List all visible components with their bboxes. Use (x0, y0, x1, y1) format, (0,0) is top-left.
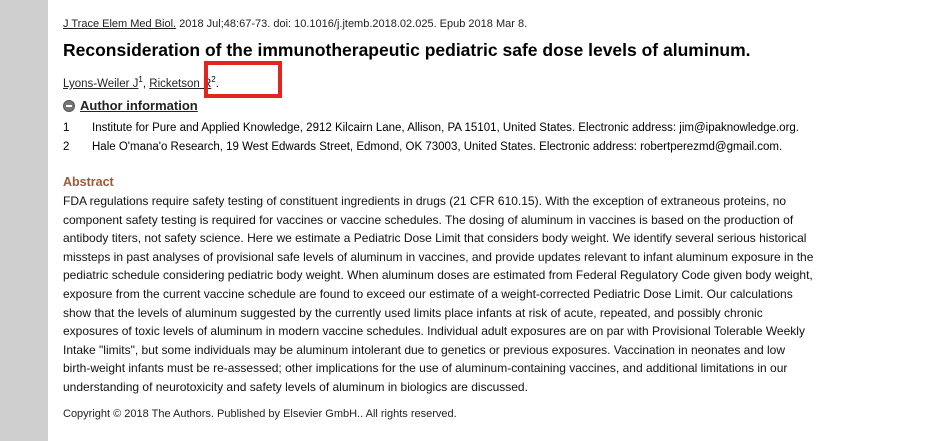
abstract-line: birth-weight infants must be re-assessed; other implications for the use of aluminum-containing vaccines, and additional limitations in our (63, 361, 788, 376)
abstract-line: exposures of toxic levels of aluminum in modern vaccine schedules. Individual adult exposures are on par with Provisional Tolerable Weekly (63, 324, 805, 339)
red-highlight-box (204, 61, 282, 98)
left-gray-strip (0, 0, 48, 441)
copyright-notice: Copyright © 2018 The Authors. Published by Elsevier GmbH.. All rights reserved. (63, 408, 457, 420)
abstract-line: FDA regulations require safety testing of constituent ingredients in drugs (21 CFR 610.15). With the exception of extraneous proteins, no (63, 194, 787, 208)
citation-line (63, 18, 527, 30)
author-link-2[interactable]: Ricketson R (149, 77, 212, 90)
author-affil-sup-1: 1 (138, 75, 143, 84)
author-list (63, 75, 219, 90)
author-separator: , (142, 77, 150, 90)
affiliation-number: 1 (63, 122, 70, 134)
affiliation-item (63, 141, 782, 153)
affiliation-text: Hale O'mana'o Research, 19 West Edwards Street, Edmond, OK 73003, United States. Electronic address: robertperezmd@gmail.com. (92, 141, 783, 153)
author-information-label[interactable]: Author information (80, 98, 198, 113)
abstract-line: show that the levels of aluminum suggested by the currently used limits place infants at risk of acute, repeated, and possibly chronic (63, 305, 763, 320)
author-information-toggle[interactable] (63, 98, 198, 113)
abstract-line: exposure from the current vaccine schedule are found to exceed our estimate of a weight-corrected Pediatric Dose Limit. Our calculations (63, 286, 793, 301)
abstract-line: understanding of neurotoxicity and safety levels of aluminum in biologics are discussed. (63, 379, 528, 394)
article-title: Reconsideration of the immunotherapeutic pediatric safe dose levels of aluminum. (63, 40, 751, 60)
abstract-line: pediatric schedule considering pediatric body weight. When aluminum doses are estimated from Federal Regulatory Code given body weight, (63, 268, 813, 283)
author-list-end: . (215, 77, 219, 90)
abstract-line: component safety testing is required for vaccines or vaccine schedules. The dosing of aluminum in vaccines is based on the production of (63, 212, 794, 227)
abstract-body (63, 192, 913, 397)
abstract-line: antibody titers, not safety science. Here we estimate a Pediatric Dose Limit that considers body weight. We identify several serious historical (63, 231, 807, 246)
affiliation-text: Institute for Pure and Applied Knowledge, 2912 Kilcairn Lane, Allison, PA 15101, United States. Electronic address: jim@ipaknowledge.org. (92, 122, 799, 134)
author-link-1[interactable]: Lyons-Weiler J (63, 77, 139, 90)
affiliation-item (63, 122, 799, 134)
citation-details: 2018 Jul;48:67-73. doi: 10.1016/j.jtemb.2018.02.025. Epub 2018 Mar 8. (176, 18, 528, 30)
abstract-heading: Abstract (63, 175, 114, 189)
collapse-minus-icon[interactable] (63, 100, 75, 112)
abstract-line: missteps in past analyses of provisional safe levels of aluminum in vaccines, and provide updates relevant to infant aluminum exposure in the (63, 249, 814, 264)
journal-link[interactable]: J Trace Elem Med Biol. (63, 18, 177, 30)
affiliation-number: 2 (63, 141, 70, 153)
abstract-line: Intake "limits", but some individuals may be aluminum intolerant due to genetics or previous exposures. Vaccination in neonates and low (63, 342, 786, 357)
author-affil-sup-2: 2 (211, 75, 216, 84)
